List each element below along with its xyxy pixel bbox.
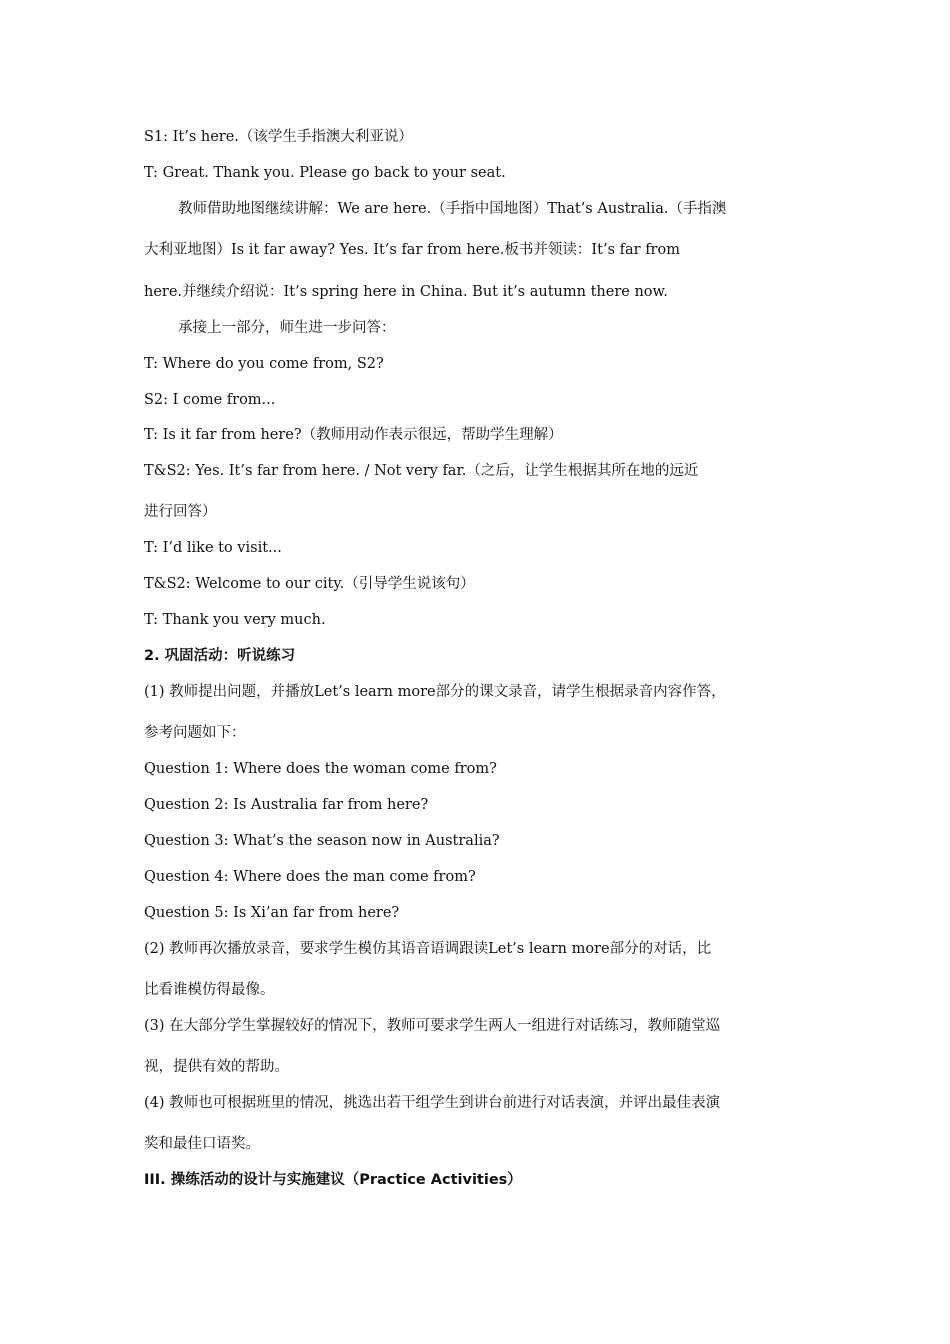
dialogue-line: T&S2: Yes. It’s far from here. / Not very far.（之后，让学生根据其所在地的远近: [144, 463, 699, 479]
paragraph-line: 参考问题如下：: [144, 725, 246, 741]
paragraph-line: here.并继续介绍说：It’s spring here in China. But it’s autumn there now.: [144, 284, 668, 300]
question-line: Question 1: Where does the woman come from?: [144, 761, 497, 777]
dialogue-line: T: Is it far from here?（教师用动作表示很远，帮助学生理解）: [144, 427, 563, 443]
question-line: Question 2: Is Australia far from here?: [144, 797, 429, 813]
paragraph-line: (3) 在大部分学生掌握较好的情况下，教师可要求学生两人一组进行对话练习，教师随堂巡: [144, 1018, 721, 1034]
dialogue-line: T&S2: Welcome to our city.（引导学生说该句）: [144, 576, 475, 592]
dialogue-line: S1: It’s here.（该学生手指澳大利亚说）: [144, 129, 413, 145]
paragraph-line: (1) 教师提出问题，并播放Let’s learn more部分的课文录音，请学生根据录音内容作答，: [144, 684, 726, 700]
paragraph-line: (4) 教师也可根据班里的情况，挑选出若干组学生到讲台前进行对话表演，并评出最佳表演: [144, 1095, 721, 1111]
dialogue-line: 进行回答）: [144, 504, 217, 520]
dialogue-line: T: Great. Thank you. Please go back to your seat.: [144, 165, 506, 181]
question-line: Question 3: What’s the season now in Australia?: [144, 833, 500, 849]
dialogue-line: S2: I come from...: [144, 392, 276, 408]
paragraph-line: 承接上一部分，师生进一步问答：: [178, 320, 396, 336]
paragraph-line: (2) 教师再次播放录音，要求学生模仿其语音语调跟读Let’s learn more部分的对话，比: [144, 941, 712, 957]
question-line: Question 4: Where does the man come from?: [144, 869, 476, 885]
paragraph-line: 大利亚地图）Is it far away? Yes. It’s far from here.板书并领读：It’s far from: [144, 242, 680, 258]
paragraph-line: 奖和最佳口语奖。: [144, 1136, 260, 1152]
dialogue-line: T: I’d like to visit...: [144, 540, 282, 556]
dialogue-line: T: Thank you very much.: [144, 612, 326, 628]
paragraph-line: 比看谁模仿得最像。: [144, 982, 275, 998]
paragraph-line: 教师借助地图继续讲解：We are here.（手指中国地图）That’s Australia.（手指澳: [178, 201, 727, 217]
question-line: Question 5: Is Xi’an far from here?: [144, 905, 400, 921]
section-heading: 2. 巩固活动：听说练习: [144, 648, 296, 664]
dialogue-line: T: Where do you come from, S2?: [144, 356, 384, 372]
paragraph-line: 视，提供有效的帮助。: [144, 1059, 289, 1075]
section-heading: III. 操练活动的设计与实施建议（Practice Activities）: [144, 1172, 522, 1188]
